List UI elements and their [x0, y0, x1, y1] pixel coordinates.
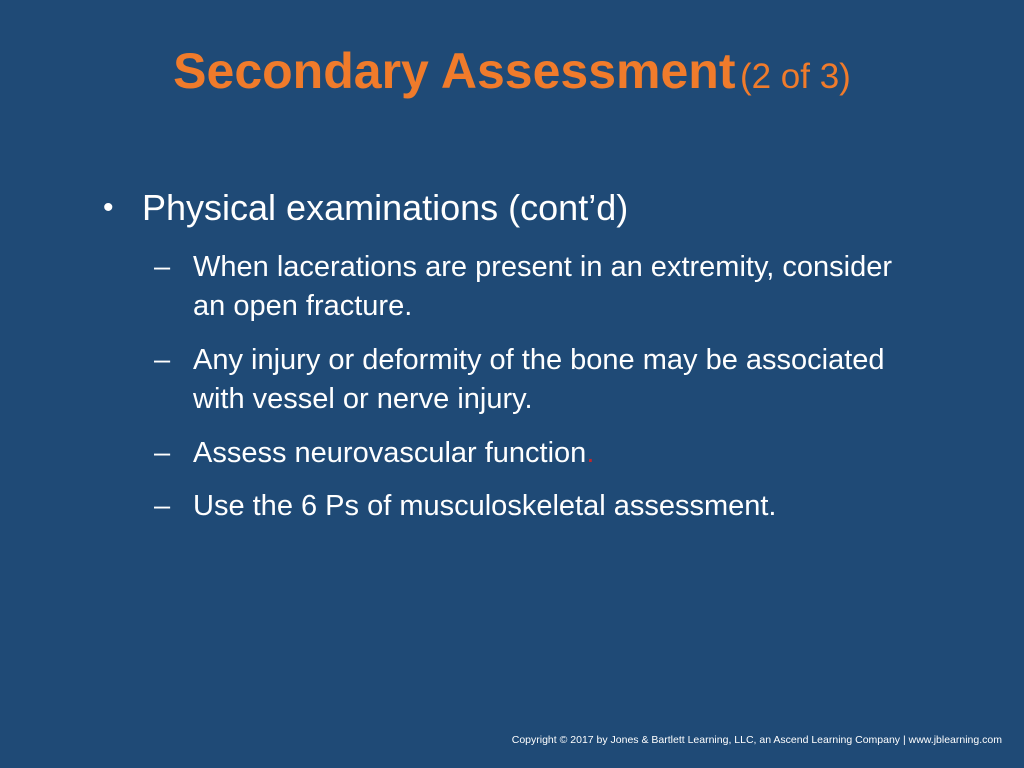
sub-bullet-text-wrapper [193, 434, 913, 473]
slide-title [0, 42, 1024, 100]
sub-bullet-marker: – [154, 490, 171, 522]
sub-bullet-marker: – [154, 344, 171, 376]
sub-bullet-marker: – [154, 437, 171, 469]
sub-bullet-marker: – [154, 251, 171, 283]
title-main: Secondary Assessment [173, 43, 736, 99]
red-period: . [586, 437, 595, 469]
sub-bullet-text: Use the 6 Ps of musculoskeletal assessment. [193, 490, 777, 522]
copyright-footer: Copyright © 2017 by Jones & Bartlett Learning, LLC, an Ascend Learning Company | www.jblearning.com [511, 734, 1002, 746]
sub-bullet-text: Any injury or deformity of the bone may be associated with vessel or nerve injury. [193, 344, 885, 415]
title-part-indicator: (2 of 3) [739, 57, 851, 96]
bullet-marker: • [103, 191, 114, 224]
sub-bullet-text: Assess neurovascular function [193, 437, 587, 469]
bullet-text: Physical examinations (cont’d) [142, 187, 629, 228]
sub-bullet-text: When lacerations are present in an extremity, consider an open fracture. [193, 251, 893, 322]
